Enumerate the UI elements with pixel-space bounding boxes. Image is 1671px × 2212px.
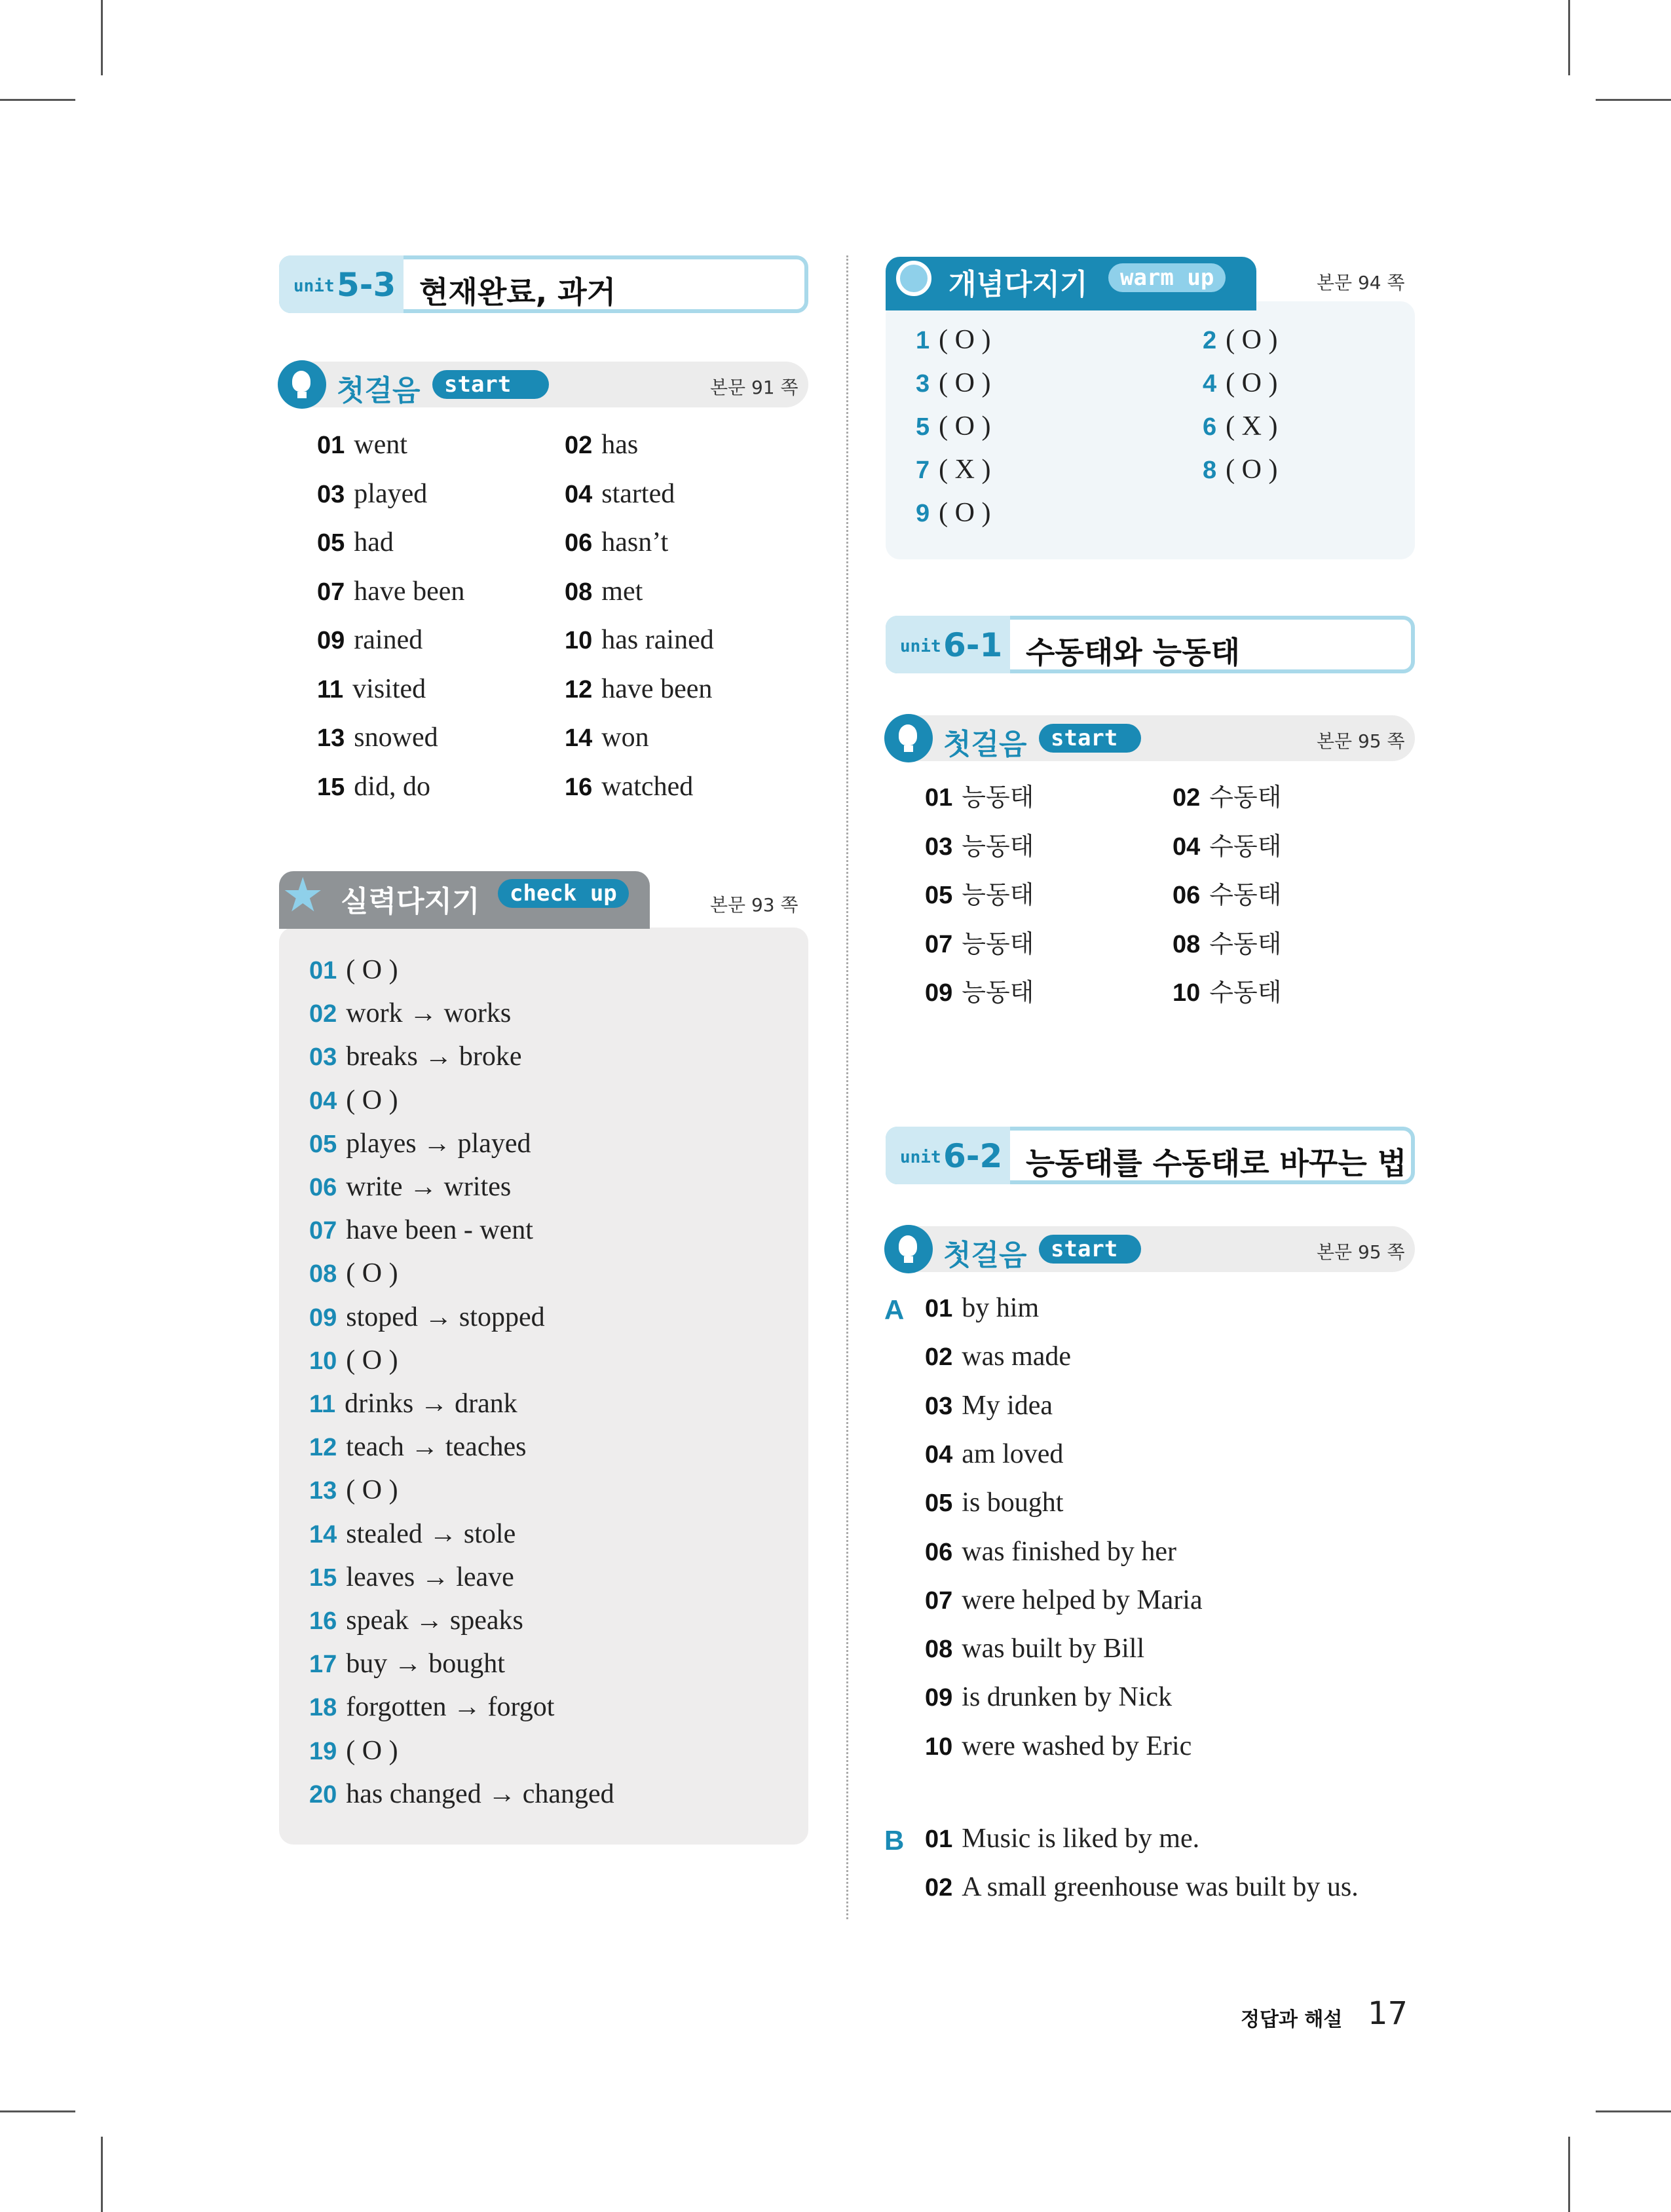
magnifier-icon bbox=[896, 261, 931, 296]
answer-number: 05 bbox=[925, 1490, 953, 1518]
answer-number: 03 bbox=[317, 480, 345, 508]
answer-text: buy → bought bbox=[346, 1649, 505, 1679]
answer-number: 15 bbox=[317, 773, 345, 801]
answer-text: am loved bbox=[962, 1438, 1064, 1469]
crop-mark bbox=[1596, 2110, 1671, 2112]
answer-number: 09 bbox=[925, 1684, 953, 1712]
answer-item bbox=[925, 1489, 1063, 1516]
answer-text: ( O ) bbox=[1226, 368, 1278, 398]
answer-text: teach → teaches bbox=[346, 1432, 527, 1463]
answer-item bbox=[916, 413, 990, 440]
answer-item bbox=[1173, 833, 1281, 860]
answer-item bbox=[309, 956, 398, 984]
answer-text: ( O ) bbox=[346, 1258, 398, 1289]
answer-text: ( O ) bbox=[939, 368, 991, 398]
answer-number: 2 bbox=[1203, 327, 1217, 354]
unit-number: 5-3 bbox=[337, 266, 396, 304]
answer-number: 01 bbox=[925, 1826, 953, 1853]
answer-text: playes → played bbox=[346, 1128, 531, 1159]
answer-number: 02 bbox=[565, 432, 593, 459]
answer-text: was finished by her bbox=[962, 1536, 1177, 1567]
part-a-label: A bbox=[884, 1294, 905, 1325]
answer-text: drinks → drank bbox=[345, 1389, 517, 1419]
answer-number: 02 bbox=[925, 1874, 953, 1902]
answer-number: 11 bbox=[309, 1391, 336, 1418]
answer-item bbox=[309, 1087, 398, 1114]
answer-item bbox=[925, 1825, 1199, 1852]
answer-item bbox=[309, 1000, 511, 1027]
answer-item bbox=[925, 833, 1034, 860]
answer-number: 9 bbox=[916, 500, 930, 527]
answer-number: 13 bbox=[317, 724, 345, 752]
answer-number: 05 bbox=[317, 529, 345, 557]
answer-text: 수동태 bbox=[1209, 831, 1282, 861]
answer-text: started bbox=[601, 478, 675, 509]
answer-text: have been bbox=[601, 673, 713, 704]
answer-text: ( O ) bbox=[1226, 455, 1278, 485]
answer-text: stealed → stole bbox=[346, 1518, 516, 1549]
crop-mark bbox=[1568, 0, 1570, 75]
answer-text: has rained bbox=[601, 625, 714, 655]
answer-text: were washed by Eric bbox=[962, 1731, 1192, 1761]
answer-text: ( X ) bbox=[1226, 411, 1278, 441]
unit-word: unit bbox=[900, 637, 941, 656]
answer-item bbox=[916, 456, 990, 483]
checkup-title: 실력다지기 bbox=[341, 885, 480, 918]
answer-number: 16 bbox=[309, 1607, 337, 1635]
answer-text: breaks → broke bbox=[346, 1041, 522, 1072]
answer-number: 12 bbox=[565, 675, 593, 703]
answer-item bbox=[916, 499, 990, 527]
answer-text: snowed bbox=[354, 722, 438, 753]
page-reference: 본문 93 쪽 bbox=[710, 894, 798, 916]
answer-number: 14 bbox=[309, 1520, 337, 1548]
page-reference: 본문 95 쪽 bbox=[1317, 730, 1405, 752]
answer-number: 10 bbox=[925, 1733, 953, 1761]
answer-number: 8 bbox=[1203, 457, 1217, 484]
answer-item bbox=[1203, 456, 1277, 483]
answer-text: hasn’t bbox=[601, 527, 669, 557]
answer-text: ( O ) bbox=[1226, 325, 1278, 355]
answer-text: ( O ) bbox=[346, 1735, 398, 1766]
answer-number: 19 bbox=[309, 1737, 337, 1765]
answer-text: was made bbox=[962, 1341, 1072, 1372]
answer-number: 07 bbox=[317, 578, 345, 606]
answer-item bbox=[925, 1635, 1144, 1662]
answer-number: 15 bbox=[309, 1564, 337, 1592]
answer-number: 07 bbox=[309, 1217, 337, 1245]
answer-text: visited bbox=[352, 673, 426, 704]
lightbulb-icon bbox=[884, 1225, 933, 1273]
answer-text: My idea bbox=[962, 1390, 1053, 1421]
answer-number: 09 bbox=[317, 627, 345, 654]
answer-item bbox=[309, 1043, 522, 1070]
footer-label: 정답과 해설 bbox=[1241, 2008, 1343, 2031]
answer-number: 01 bbox=[317, 432, 345, 459]
answer-number: 10 bbox=[1173, 979, 1201, 1007]
answer-item bbox=[317, 529, 394, 556]
answer-text: speak → speaks bbox=[346, 1605, 523, 1636]
answer-item bbox=[916, 369, 990, 397]
answer-text: ( O ) bbox=[346, 1345, 398, 1376]
unit-6-2-header bbox=[886, 1127, 1415, 1184]
answer-number: 08 bbox=[565, 578, 593, 606]
answer-text: watched bbox=[601, 771, 694, 802]
answer-number: 13 bbox=[309, 1477, 337, 1505]
answer-item bbox=[317, 431, 407, 459]
answer-number: 7 bbox=[916, 457, 930, 484]
answer-number: 10 bbox=[565, 627, 593, 654]
answer-number: 04 bbox=[309, 1087, 337, 1115]
answer-text: A small greenhouse was built by us. bbox=[962, 1872, 1359, 1902]
lightbulb-icon bbox=[884, 714, 933, 762]
answer-item bbox=[565, 773, 693, 800]
start-badge: start bbox=[432, 370, 549, 399]
answer-item bbox=[925, 1294, 1039, 1322]
answer-item bbox=[1173, 783, 1281, 811]
answer-number: 08 bbox=[309, 1260, 337, 1288]
unit-title: 수동태와 능동태 bbox=[1026, 635, 1241, 670]
answer-text: forgotten → forgot bbox=[346, 1692, 555, 1723]
answer-item bbox=[309, 1650, 505, 1678]
unit-5-3-header bbox=[279, 255, 808, 313]
answer-item bbox=[309, 1433, 526, 1461]
answer-number: 01 bbox=[309, 957, 337, 984]
crop-mark bbox=[0, 2110, 75, 2112]
answer-item bbox=[1203, 413, 1277, 440]
answer-number: 01 bbox=[925, 784, 953, 812]
answer-number: 07 bbox=[925, 1586, 953, 1615]
answer-item bbox=[317, 626, 422, 654]
answer-text: 능동태 bbox=[962, 831, 1034, 861]
answer-text: won bbox=[601, 722, 649, 753]
start-badge: start bbox=[1039, 1235, 1141, 1264]
unit-word: unit bbox=[900, 1148, 941, 1167]
answer-number: 07 bbox=[925, 930, 953, 958]
checkup-badge: check up bbox=[498, 879, 629, 908]
answer-item bbox=[309, 1130, 531, 1157]
answer-text: ( O ) bbox=[346, 1085, 398, 1115]
answer-text: 능동태 bbox=[962, 783, 1034, 812]
answer-item bbox=[317, 773, 430, 800]
answer-number: 08 bbox=[1173, 930, 1201, 958]
answer-text: ( O ) bbox=[939, 411, 991, 441]
answer-item bbox=[309, 1347, 398, 1374]
answer-text: 수동태 bbox=[1209, 783, 1282, 812]
answer-item bbox=[309, 1390, 517, 1417]
answer-item bbox=[309, 1303, 545, 1331]
answer-number: 20 bbox=[309, 1780, 337, 1809]
star-icon: ★ bbox=[282, 867, 324, 922]
answer-item bbox=[1173, 881, 1281, 909]
answer-text: ( O ) bbox=[939, 498, 991, 528]
warmup-badge: warm up bbox=[1108, 263, 1226, 292]
answer-text: met bbox=[601, 576, 643, 607]
answer-item bbox=[925, 1343, 1071, 1370]
answer-item bbox=[925, 1392, 1053, 1419]
answer-item bbox=[309, 1216, 533, 1244]
answer-item bbox=[317, 675, 426, 703]
crop-mark bbox=[0, 99, 75, 101]
section-title: 첫걸음 bbox=[943, 1239, 1027, 1272]
answer-number: 03 bbox=[925, 1392, 953, 1420]
answer-number: 04 bbox=[565, 480, 593, 508]
answer-item bbox=[309, 1173, 511, 1201]
answer-item bbox=[565, 529, 668, 556]
answer-text: has bbox=[601, 430, 639, 460]
crop-mark bbox=[101, 2137, 103, 2212]
answer-item bbox=[309, 1607, 523, 1634]
answer-item bbox=[565, 675, 712, 703]
answer-text: did, do bbox=[354, 771, 430, 802]
answer-item bbox=[565, 724, 649, 751]
answer-text: have been - went bbox=[346, 1215, 533, 1246]
answer-item bbox=[309, 1520, 516, 1548]
unit-number: 6-2 bbox=[943, 1137, 1003, 1175]
answer-text: ( O ) bbox=[346, 955, 398, 985]
answer-number: 05 bbox=[309, 1130, 337, 1158]
answer-item bbox=[1203, 326, 1277, 354]
answer-text: is drunken by Nick bbox=[962, 1682, 1173, 1713]
answer-text: ( O ) bbox=[939, 325, 991, 355]
answer-text: rained bbox=[354, 625, 423, 655]
answer-number: 06 bbox=[309, 1174, 337, 1201]
answer-number: 03 bbox=[309, 1043, 337, 1072]
answer-number: 1 bbox=[916, 327, 930, 354]
page-number: 17 bbox=[1368, 1995, 1408, 2032]
answer-item bbox=[1173, 930, 1281, 958]
answer-item bbox=[916, 326, 990, 354]
answer-number: 02 bbox=[925, 1343, 953, 1372]
answer-text: work → works bbox=[346, 998, 512, 1029]
answer-text: were helped by Maria bbox=[962, 1584, 1203, 1615]
answer-item bbox=[925, 1873, 1359, 1901]
answer-item bbox=[925, 1538, 1176, 1565]
answer-number: 02 bbox=[1173, 784, 1201, 812]
answer-item bbox=[925, 1683, 1172, 1711]
answer-number: 16 bbox=[565, 773, 593, 801]
answer-item bbox=[309, 1693, 554, 1721]
unit-title: 능동태를 수동태로 바꾸는 법 bbox=[1026, 1146, 1407, 1181]
answer-number: 04 bbox=[1173, 833, 1201, 861]
answer-number: 06 bbox=[565, 529, 593, 557]
answer-item bbox=[925, 930, 1034, 958]
answer-text: write → writes bbox=[346, 1172, 512, 1202]
answer-item bbox=[565, 578, 643, 605]
answer-text: Music is liked by me. bbox=[962, 1824, 1200, 1854]
answer-item bbox=[565, 626, 714, 654]
lightbulb-icon bbox=[278, 360, 326, 409]
section-title: 첫걸음 bbox=[337, 374, 421, 407]
answer-number: 09 bbox=[309, 1303, 337, 1332]
answer-item bbox=[925, 979, 1034, 1006]
answer-text: was built by Bill bbox=[962, 1634, 1145, 1664]
answer-text: went bbox=[354, 430, 407, 460]
answer-item bbox=[1173, 979, 1281, 1006]
answer-number: 06 bbox=[925, 1538, 953, 1566]
part-b-label: B bbox=[884, 1825, 905, 1856]
answer-number: 01 bbox=[925, 1295, 953, 1322]
answer-text: has changed → changed bbox=[346, 1778, 614, 1809]
answer-number: 3 bbox=[916, 370, 930, 398]
answer-text: stoped → stopped bbox=[346, 1302, 545, 1332]
section-title: 첫걸음 bbox=[943, 728, 1027, 761]
answer-text: 수동태 bbox=[1209, 929, 1282, 958]
answer-text: had bbox=[354, 527, 394, 557]
answer-text: 능동태 bbox=[962, 880, 1034, 909]
answer-number: 02 bbox=[309, 1000, 337, 1028]
unit-title: 현재완료, 과거 bbox=[419, 274, 616, 310]
answer-item bbox=[309, 1260, 398, 1287]
answer-number: 06 bbox=[1173, 882, 1201, 909]
unit-6-1-header bbox=[886, 616, 1415, 673]
page-reference: 본문 94 쪽 bbox=[1317, 272, 1405, 293]
unit-word: unit bbox=[293, 276, 335, 296]
answer-item bbox=[309, 1564, 514, 1591]
answer-number: 5 bbox=[916, 413, 930, 441]
answer-text: is bought bbox=[962, 1488, 1064, 1518]
answer-number: 05 bbox=[925, 882, 953, 909]
answer-number: 17 bbox=[309, 1651, 337, 1679]
crop-mark bbox=[1568, 2137, 1570, 2212]
answer-item bbox=[317, 480, 427, 508]
answer-number: 08 bbox=[925, 1636, 953, 1664]
crop-mark bbox=[101, 0, 103, 75]
start-section-bar bbox=[886, 1226, 1415, 1272]
answer-text: 능동태 bbox=[962, 929, 1034, 958]
answer-text: ( O ) bbox=[346, 1475, 398, 1506]
answer-item bbox=[309, 1737, 398, 1765]
warmup-title: 개념다지기 bbox=[948, 268, 1088, 301]
answer-number: 03 bbox=[925, 833, 953, 861]
answer-item bbox=[925, 1733, 1192, 1760]
answer-item bbox=[925, 1586, 1203, 1614]
answer-number: 6 bbox=[1203, 413, 1217, 441]
answer-item bbox=[1203, 369, 1277, 397]
answer-text: by him bbox=[962, 1293, 1040, 1323]
page-reference: 본문 95 쪽 bbox=[1317, 1241, 1405, 1263]
answer-item bbox=[925, 881, 1034, 909]
answer-item bbox=[317, 578, 464, 605]
answer-item bbox=[565, 480, 675, 508]
answer-item bbox=[317, 724, 438, 751]
answer-item bbox=[565, 431, 638, 459]
column-divider bbox=[846, 255, 848, 1919]
answer-number: 09 bbox=[925, 979, 953, 1007]
answer-text: played bbox=[354, 478, 428, 509]
answer-number: 18 bbox=[309, 1694, 337, 1722]
page-reference: 본문 91 쪽 bbox=[710, 377, 798, 398]
answer-item bbox=[309, 1780, 614, 1808]
start-section-bar bbox=[279, 362, 808, 407]
answer-text: 수동태 bbox=[1209, 880, 1282, 909]
answer-item bbox=[925, 783, 1034, 811]
answer-number: 10 bbox=[309, 1347, 337, 1375]
answer-number: 11 bbox=[317, 675, 344, 703]
answer-number: 12 bbox=[309, 1434, 337, 1462]
crop-mark bbox=[1596, 99, 1671, 101]
answer-text: ( X ) bbox=[939, 455, 991, 485]
start-section-bar bbox=[886, 715, 1415, 761]
answer-item bbox=[309, 1476, 398, 1504]
answer-text: 능동태 bbox=[962, 978, 1034, 1007]
answer-number: 14 bbox=[565, 724, 593, 752]
answer-item bbox=[925, 1440, 1063, 1468]
answer-number: 4 bbox=[1203, 370, 1217, 398]
start-badge: start bbox=[1039, 724, 1141, 753]
answer-text: have been bbox=[354, 576, 465, 607]
answer-text: leaves → leave bbox=[346, 1562, 514, 1592]
answer-number: 04 bbox=[925, 1440, 953, 1469]
answer-text: 수동태 bbox=[1209, 978, 1282, 1007]
unit-number: 6-1 bbox=[943, 626, 1003, 664]
